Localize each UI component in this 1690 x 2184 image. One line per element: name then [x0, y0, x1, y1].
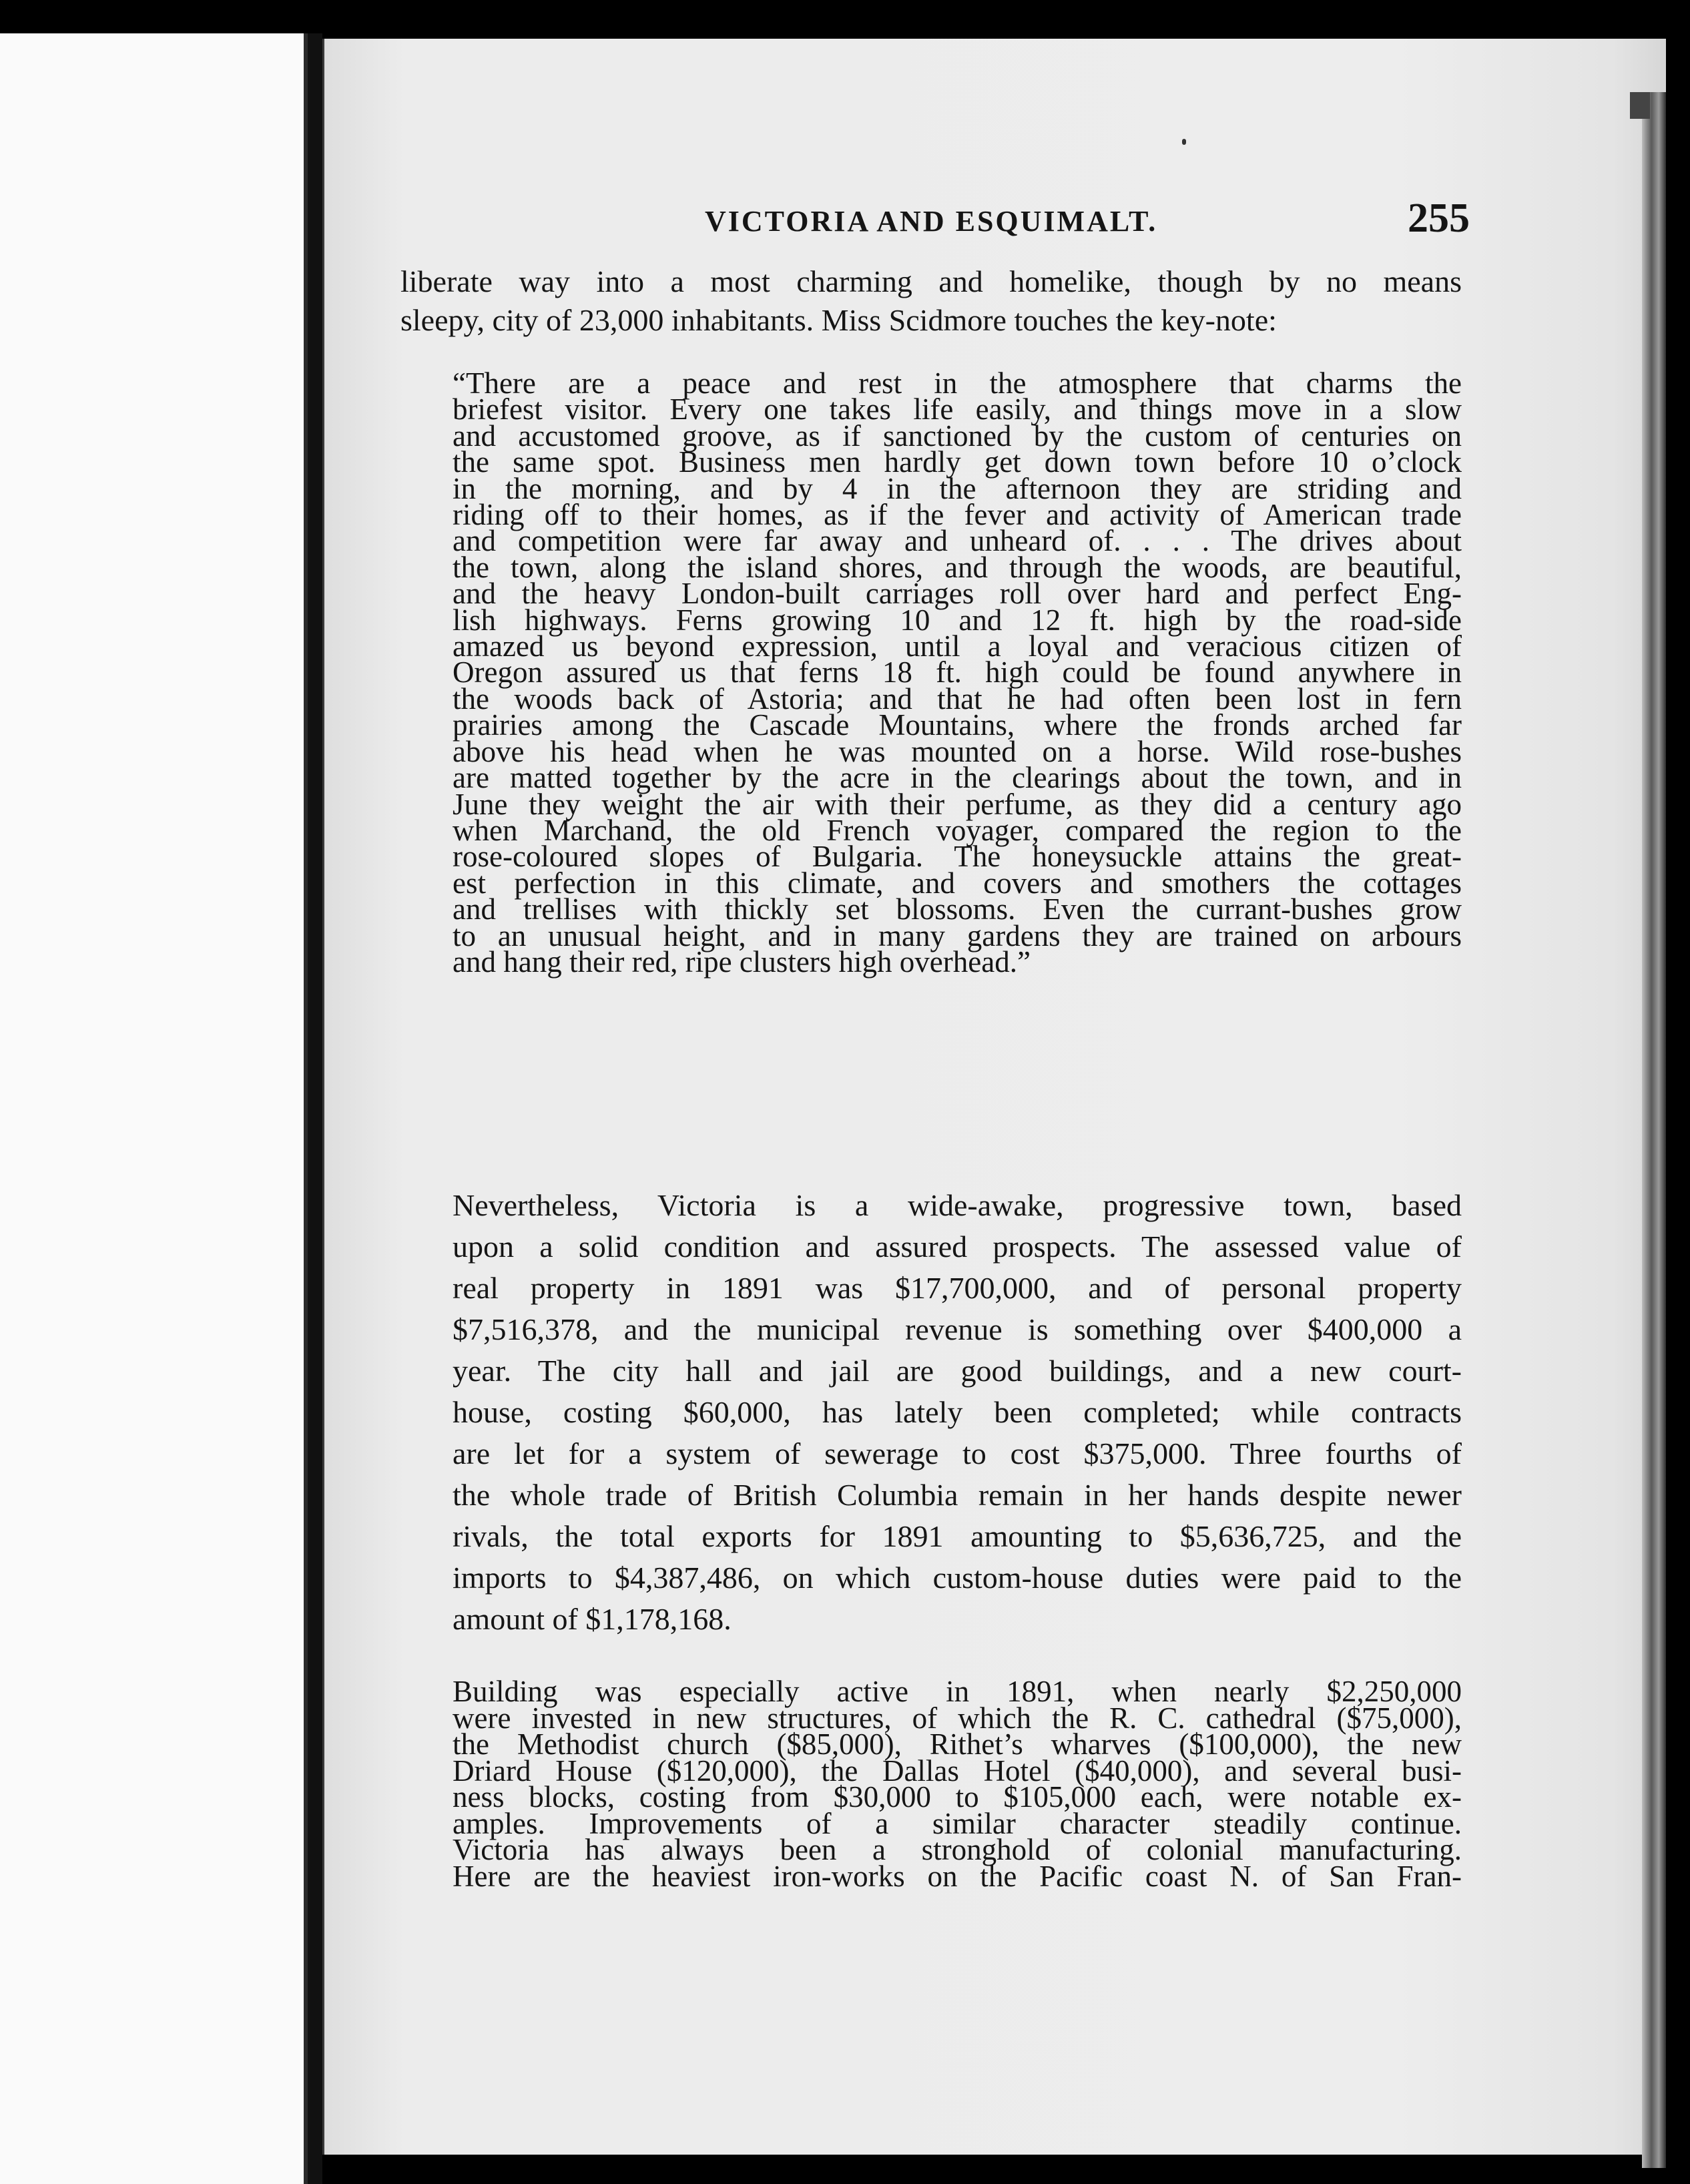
text-line: year. The city hall and jail are good buildings, and a new court- — [453, 1354, 1462, 1388]
text-line: Nevertheless, Victoria is a wide-awake, progressive town, based — [453, 1188, 1462, 1222]
text-line: and trellises with thickly set blossoms. Even the currant-bushes grow — [453, 892, 1462, 926]
text-line: are matted together by the acre in the clearings about the town, and in — [453, 761, 1462, 795]
text-line: and hang their red, ripe clusters high overhead.” — [453, 944, 1031, 979]
text-line: above his head when he was mounted on a horse. Wild rose-bushes — [453, 734, 1462, 768]
ink-speck — [1182, 139, 1186, 145]
text-line: est perfection in this climate, and covers and smothers the cottages — [453, 866, 1462, 900]
book-gutter — [308, 33, 322, 2184]
text-line: upon a solid condition and assured prospects. The assessed value of — [453, 1230, 1462, 1264]
text-line: Driard House ($120,000), the Dallas Hotel ($40,000), and several busi- — [453, 1753, 1462, 1788]
page-edge-shadow — [1642, 92, 1666, 2168]
text-line: liberate way into a most charming and homelike, though by no means — [400, 264, 1462, 298]
text-line: in the morning, and by 4 in the afternoon they are striding and — [453, 471, 1462, 505]
running-head: VICTORIA AND ESQUIMALT. — [705, 205, 1158, 238]
text-line: the whole trade of British Columbia remain in her hands despite newer — [453, 1478, 1462, 1512]
paragraph-trade — [400, 1185, 1462, 1640]
text-line: riding off to their homes, as if the fever and activity of American trade — [453, 498, 1462, 532]
text-line: Oregon assured us that ferns 18 ft. high could be found anywhere in — [453, 655, 1462, 690]
text-line: and accustomed groove, as if sanctioned by the custom of centuries on — [453, 419, 1462, 453]
text-line: and competition were far away and unheard of. . . . The drives about — [453, 524, 1462, 558]
left-blank-page — [0, 33, 308, 2184]
page-header — [400, 196, 1470, 254]
text-line: are let for a system of sewerage to cost $375,000. Three fourths of — [453, 1436, 1462, 1470]
text-line: sleepy, city of 23,000 inhabitants. Miss Scidmore touches the key-note: — [400, 303, 1277, 337]
text-line: real property in 1891 was $17,700,000, and of personal property — [453, 1271, 1462, 1305]
text-line: and the heavy London-built carriages roll over hard and perfect Eng- — [453, 577, 1462, 611]
text-line: house, costing $60,000, has lately been completed; while contracts — [453, 1395, 1462, 1429]
quotation-block — [400, 366, 1462, 979]
text-line: imports to $4,387,486, on which custom-house duties were paid to the — [453, 1561, 1462, 1595]
text-line: ness blocks, costing from $30,000 to $105,000 each, were notable ex- — [453, 1780, 1462, 1814]
intro-paragraph — [400, 262, 1462, 340]
text-line: amazed us beyond expression, until a loyal and veracious citizen of — [453, 629, 1462, 663]
text-line: June they weight the air with their perfume, as they did a century ago — [453, 787, 1462, 821]
text-line: $7,516,378, and the municipal revenue is something over $400,000 a — [453, 1312, 1462, 1346]
text-line: amount of $1,178,168. — [453, 1602, 732, 1636]
text-line: Victoria has always been a stronghold of colonial manufacturing. — [453, 1833, 1462, 1866]
text-line: the same spot. Business men hardly get down town before 10 o’clock — [453, 445, 1462, 479]
text-line: rose-coloured slopes of Bulgaria. The honeysuckle attains the great- — [453, 840, 1462, 874]
text-line: briefest visitor. Every one takes life easily, and things move in a slow — [453, 392, 1462, 427]
text-line: were invested in new structures, of which the R. C. cathedral ($75,000), — [453, 1701, 1462, 1735]
page-number: 255 — [1408, 196, 1470, 241]
page-corner — [1630, 92, 1650, 119]
text-line: amples. Improvements of a similar character steadily continue. — [453, 1806, 1462, 1840]
text-line: Here are the heaviest iron-works on the Pacific coast N. of San Fran- — [453, 1859, 1462, 1893]
text-line: the Methodist church ($85,000), Rithet’s wharves ($100,000), the new — [453, 1727, 1462, 1761]
text-line: Building was especially active in 1891, when nearly $2,250,000 — [453, 1675, 1462, 1708]
text-line: prairies among the Cascade Mountains, where the fronds arched far — [453, 708, 1462, 742]
text-line: when Marchand, the old French voyager, compared the region to the — [453, 813, 1462, 847]
paragraph-building — [400, 1675, 1462, 1893]
text-line: “There are a peace and rest in the atmosphere that charms the — [453, 366, 1462, 400]
text-line: the town, along the island shores, and through the woods, are beautiful, — [453, 550, 1462, 584]
text-line: to an unusual height, and in many gardens they are trained on arbours — [453, 918, 1462, 952]
text-line: rivals, the total exports for 1891 amounting to $5,636,725, and the — [453, 1519, 1462, 1553]
text-line: lish highways. Ferns growing 10 and 12 ft. high by the road-side — [453, 603, 1462, 637]
text-line: the woods back of Astoria; and that he had often been lost in fern — [453, 681, 1462, 716]
